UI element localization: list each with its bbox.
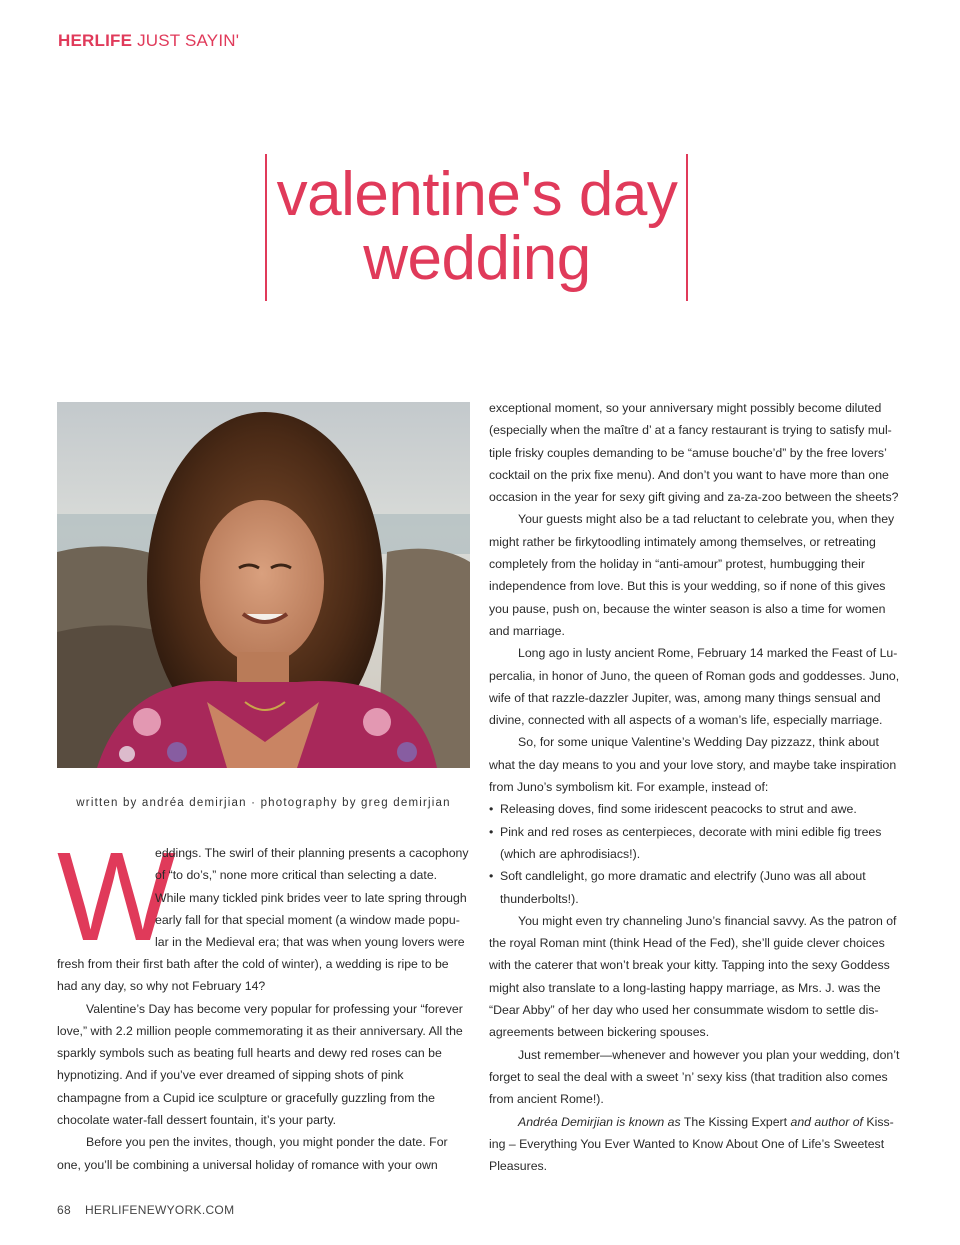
bio-roman: Kiss-ing – Everything You Ever Wanted to Know About One of Life’s Sweetest Pleasures. (489, 1114, 894, 1174)
paragraph: fresh from their first bath after the cold of winter), a wedding is ripe to be had any day, so why not February 14? (57, 957, 449, 994)
paragraph: You might even try channeling Juno’s financial savvy. As the patron of the royal Roman mint (think Head of the Fed), she’ll guide clever choices with the caterer that won’t break your kitty. Tapping into the sexy Goddess might also translate to a long-lasting happy marriage, as Mrs. J. was the “Dear Abby” of her day who used her consummate wisdom to settle dis-agreements between bickering spouses. (489, 913, 897, 1040)
section-name: JUST SAYIN' (137, 31, 240, 50)
bullet-mark: • (489, 824, 494, 839)
list-item (489, 865, 905, 910)
author-portrait-photo (57, 402, 470, 768)
title-line-2: wedding (363, 224, 591, 293)
page-number: 68 (57, 1203, 71, 1217)
title-rule-left (265, 154, 267, 301)
text-line: early fall for that special moment (a window made popu- (155, 912, 460, 927)
portrait-illustration (57, 402, 470, 768)
drop-cap: W (57, 826, 176, 967)
title-line-1: valentine's day (276, 160, 678, 229)
author-bio (489, 1111, 905, 1178)
paragraph: Long ago in lusty ancient Rome, February 14 marked the Feast of Lu-percalia, in honor of Juno, the queen of Roman gods and goddesses. Juno, wife of that razzle-dazzler Jupiter, was, among many things sensual and divine, connected with all aspects of a woman’s life, especially marriage. (489, 646, 900, 728)
list-item-text: Releasing doves, find some iridescent peacocks to strut and awe. (500, 802, 857, 817)
text-line: eddings. The swirl of their planning presents a cacophony (155, 846, 469, 860)
bullet-mark: • (489, 869, 494, 884)
paragraph: So, for some unique Valentine’s Wedding Day pizzazz, think about what the day means to you and your love story, and maybe take inspiration from Juno’s symbolism kit. For example, instead of: (489, 735, 897, 795)
byline-credit: written by andréa demirjian · photography by greg demirjian (76, 797, 451, 809)
text-line: lar in the Medieval era; that was when young lovers were (155, 935, 465, 950)
paragraph: Before you pen the invites, though, you might ponder the date. For one, you’ll be combining a universal holiday of romance with your own (57, 1135, 448, 1172)
list-item-text: Pink and red roses as centerpieces, decorate with mini edible fig trees (which are aphrodisiacs!). (500, 824, 882, 861)
right-column (489, 397, 905, 1177)
list-item (489, 798, 905, 820)
list-item-text: Soft candlelight, go more dramatic and electrify (Juno was all about thunderbolts!). (500, 869, 866, 906)
list-item (489, 821, 905, 866)
bio-roman: The Kissing Expert (680, 1114, 791, 1129)
paragraph: exceptional moment, so your anniversary might possibly become diluted (especially when the maître d’ at a fancy restaurant is trying to satisfy mul-tiple frisky couples demanding to be “amuse bouche’d” by the free lovers’ cocktail on the prix fixe menu). And don’t you want to have more than one occasion in the year for sexy gift giving and za-za-zoo between the sheets? (489, 401, 899, 505)
text-line: While many tickled pink brides veer to late spring through (155, 890, 467, 905)
paragraph: Your guests might also be a tad reluctant to celebrate you, when they might rather be firkytoodling intimately among themselves, or retreating completely from the holiday in “anti-amour” protest, humbugging their independence from love. But this is your wedding, so if none of this gives you pause, push on, because the winter season is also a time for women and marriage. (489, 512, 895, 638)
magazine-brand: HERLIFE (58, 31, 133, 50)
site-url: HERLIFENEWYORK.COM (84, 1203, 235, 1217)
section-header (58, 30, 239, 52)
left-column (57, 953, 471, 1176)
dropcap-lines (155, 842, 471, 953)
bio-italic: and author of (790, 1114, 863, 1129)
paragraph: Valentine’s Day has become very popular for professing your “forever love,” with 2.2 million people commemorating it as their anniversary. All the sparkly symbols such as beating full hearts and dewy red roses can be hypnotizing. And if you’ve ever dreamed of sipping shots of pink champagne from a Cupid ice sculpture or gracefully guzzling from the chocolate water-fall dessert fountain, it’s your party. (57, 1001, 463, 1128)
bio-italic: Andréa Demirjian is known as (518, 1114, 681, 1129)
text-line: of “to do’s,” none more critical than selecting a date. (155, 868, 438, 883)
title-rule-right (686, 154, 688, 301)
article-title (268, 160, 686, 293)
paragraph: Just remember—whenever and however you plan your wedding, don’t forget to seal the deal with a sweet ’n’ sexy kiss (that tradition also comes from ancient Rome!). (489, 1047, 900, 1107)
bullet-mark: • (489, 802, 494, 817)
page-footer (57, 1203, 234, 1217)
